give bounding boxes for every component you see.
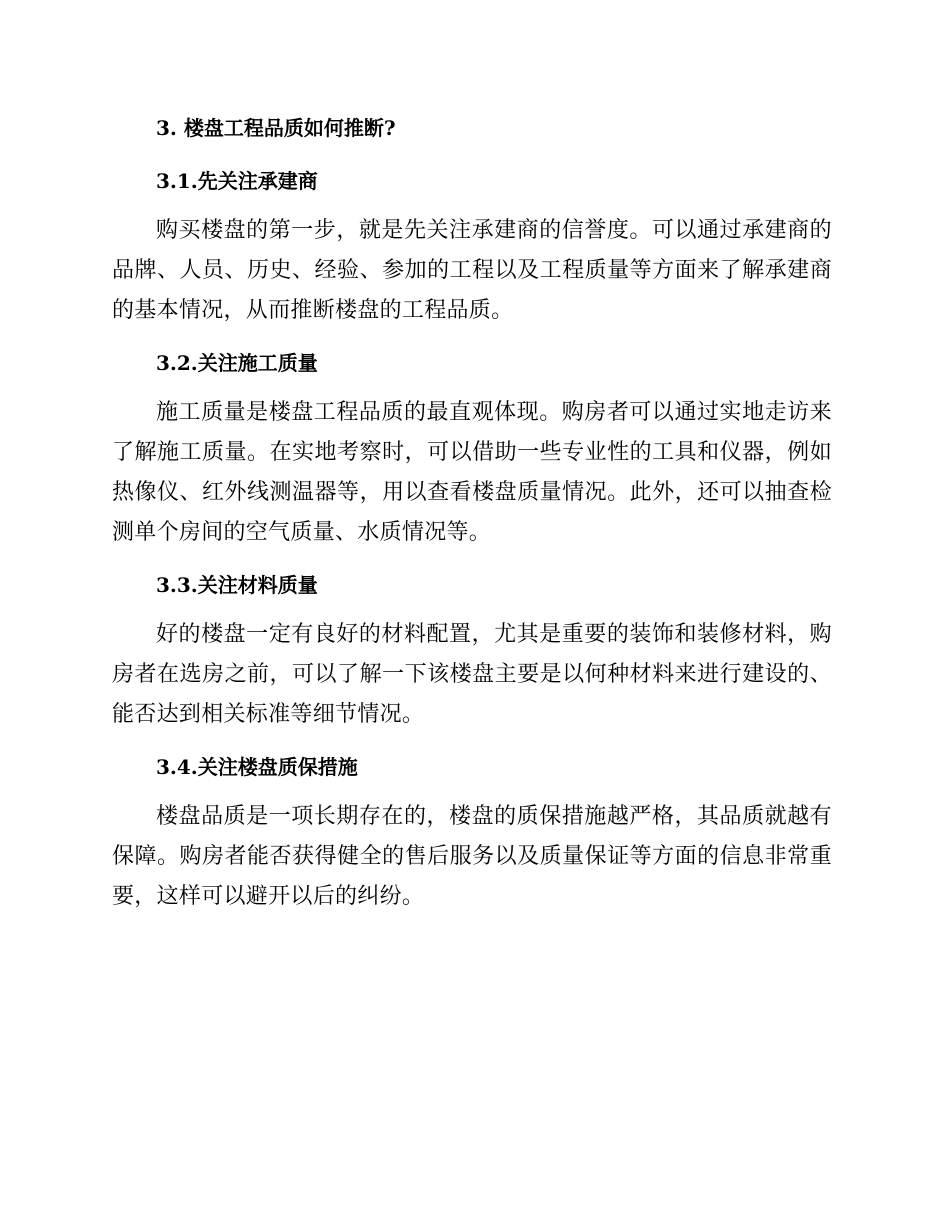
section-paragraph: 好的楼盘一定有良好的材料配置，尤其是重要的装饰和装修材料，购房者在选房之前，可以了解一下该楼盘主要是以何种材料来进行建设的、能否达到相关标准等细节情况。: [112, 622, 832, 727]
section-3-3: [112, 565, 832, 735]
section-paragraph: 施工质量是楼盘工程品质的最直观体现。购房者可以通过实地走访来了解施工质量。在实地考察时，可以借助一些专业性的工具和仪器，例如热像仪、红外线测温器等，用以查看楼盘质量情况。此外，还可以抽查检测单个房间的空气质量、水质情况等。: [112, 400, 832, 545]
section-heading: 3.4.关注楼盘质保措施: [156, 755, 358, 779]
section-3-2: [112, 343, 832, 553]
section-paragraph: 购买楼盘的第一步，就是先关注承建商的信誉度。可以通过承建商的品牌、人员、历史、经验、参加的工程以及工程质量等方面来了解承建商的基本情况，从而推断楼盘的工程品质。: [112, 218, 832, 323]
section-heading: 3.1.先关注承建商: [156, 169, 318, 193]
section-heading: 3.3.关注材料质量: [156, 573, 318, 597]
section-paragraph: 楼盘品质是一项长期存在的，楼盘的质保措施越严格，其品质就越有保障。购房者能否获得健全的售后服务以及质量保证等方面的信息非常重要，这样可以避开以后的纠纷。: [112, 804, 832, 909]
section-3-1: [112, 161, 832, 331]
section-3-4: [112, 747, 832, 917]
section-heading: 3.2.关注施工质量: [156, 351, 318, 375]
document-page: [112, 108, 832, 929]
document-title: 3. 楼盘工程品质如何推断?: [156, 116, 396, 140]
